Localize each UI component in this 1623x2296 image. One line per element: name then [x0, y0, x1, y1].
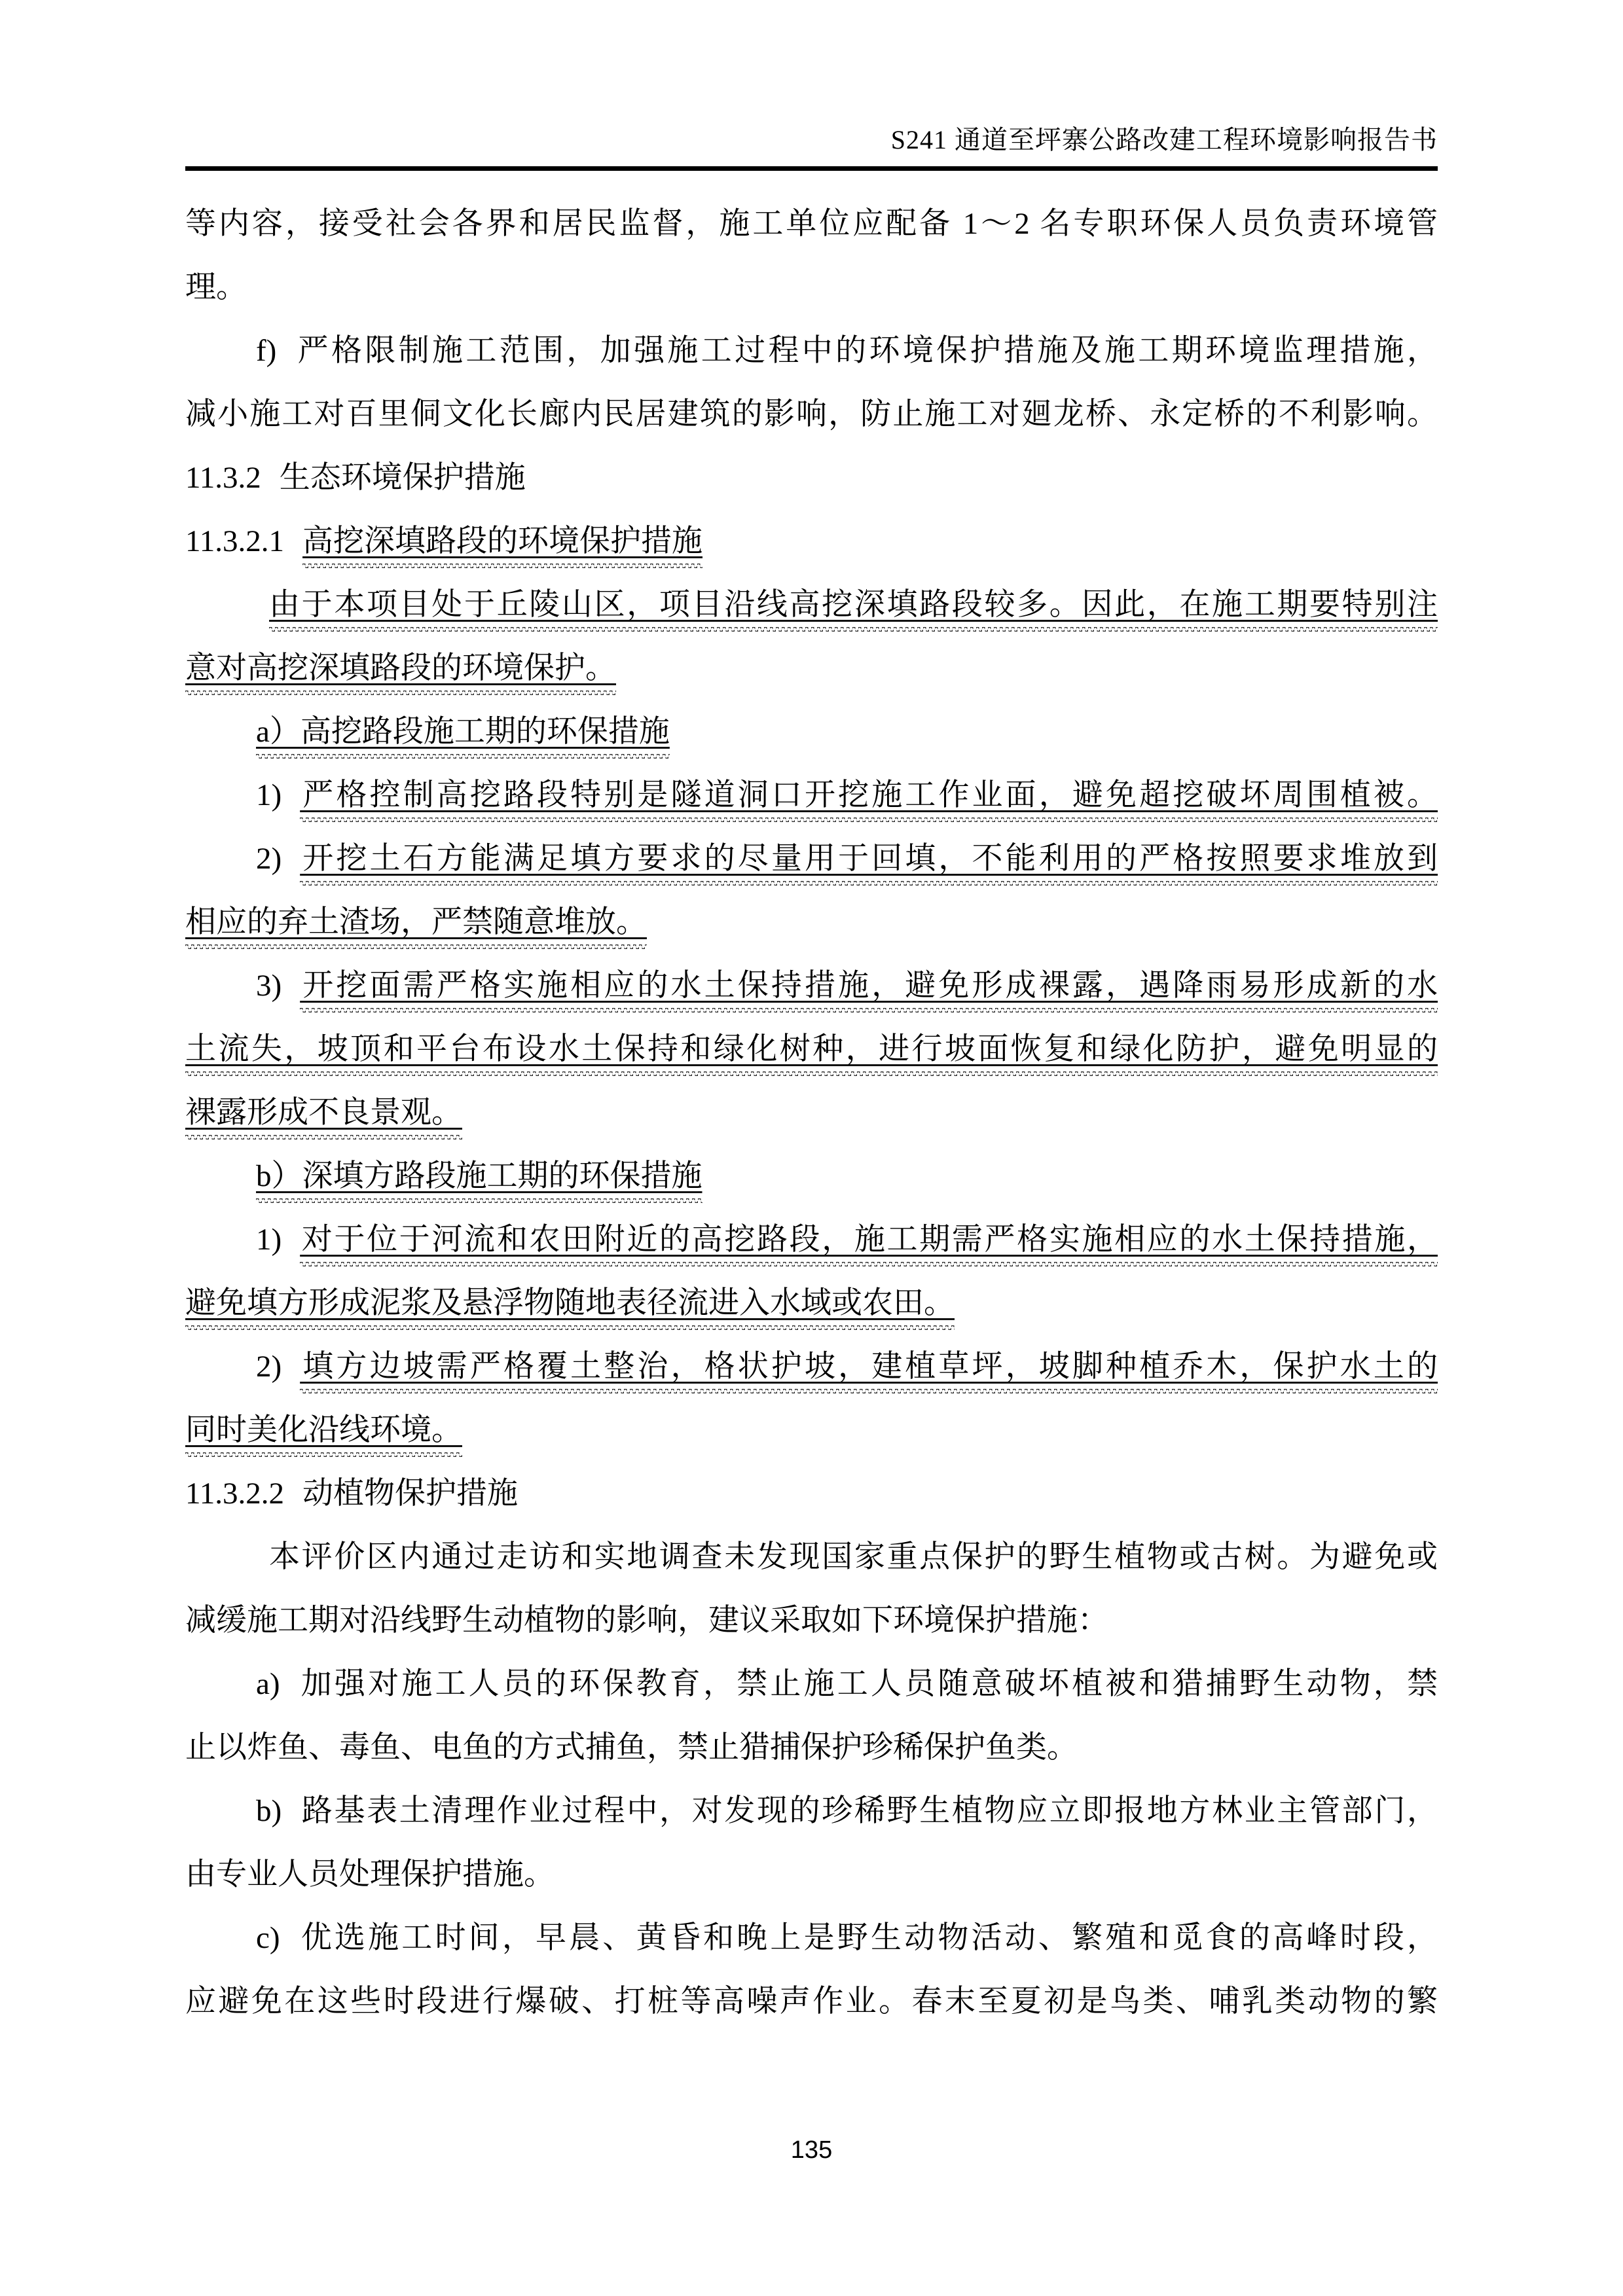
inserted-text: 相应的弃土渣场，严禁随意堆放。	[185, 905, 647, 949]
text-line	[185, 1716, 1438, 1780]
text-line	[185, 827, 1438, 891]
text-segment: 本评价区内通过走访和实地调查未发现国家重点保护的野生植物或古树。为避免或	[269, 1540, 1438, 1574]
inserted-text: 开挖土石方能满足填方要求的尽量用于回填，不能利用的严格按照要求堆放到	[300, 842, 1438, 886]
text-line	[185, 510, 1438, 573]
item-number: 11.3.2.1	[185, 524, 285, 558]
inserted-text: 开挖面需严格实施相应的水土保持措施，避免形成裸露，遇降雨易形成新的水	[300, 969, 1438, 1013]
report-title: S241 通道至坪寨公路改建工程环境影响报告书	[890, 125, 1438, 154]
text-line	[185, 1208, 1438, 1272]
text-segment: 止以炸鱼、毒鱼、电鱼的方式捕鱼，禁止猎捕保护珍稀保护鱼类。	[185, 1731, 1078, 1765]
inserted-text: 严格控制高挖路段特别是隧道洞口开挖施工作业面，避免超挖破坏周围植被。	[300, 778, 1438, 822]
inserted-text: 避免填方形成泥浆及悬浮物随地表径流进入水域或农田。	[185, 1286, 955, 1330]
text-line	[185, 256, 1438, 319]
inserted-text: 填方边坡需严格覆土整治，格状护坡，建植草坪，坡脚种植乔木，保护水土的	[300, 1350, 1438, 1393]
item-number: 3)	[256, 969, 282, 1003]
text-segment: 路基表土清理作业过程中，对发现的珍稀野生植物应立即报地方林业主管部门，	[300, 1794, 1438, 1828]
text-line	[185, 1081, 1438, 1145]
text-line	[185, 1145, 1438, 1208]
text-line	[185, 573, 1438, 637]
item-number: 2)	[256, 842, 282, 876]
inserted-text: 对于位于河流和农田附近的高挖路段，施工期需严格实施相应的水土保持措施，	[300, 1223, 1438, 1266]
text-line	[185, 1970, 1438, 2034]
item-number: a)	[256, 1667, 280, 1701]
text-line	[185, 1462, 1438, 1526]
text-line	[185, 319, 1438, 383]
text-line	[185, 1589, 1438, 1653]
item-number: 11.3.2	[185, 461, 261, 495]
inserted-text: 意对高挖深填路段的环境保护。	[185, 651, 616, 695]
text-segment: 应避免在这些时段进行爆破、打桩等高噪声作业。春末至夏初是鸟类、哺乳类动物的繁	[185, 1984, 1438, 2018]
text-line	[185, 1399, 1438, 1462]
inserted-text: 由于本项目处于丘陵山区，项目沿线高挖深填路段较多。因此，在施工期要特别注	[269, 588, 1438, 632]
text-line	[185, 1653, 1438, 1716]
item-number: 11.3.2.2	[185, 1477, 285, 1511]
inserted-text: 土流失，坡顶和平台布设水土保持和绿化树种，进行坡面恢复和绿化防护，避免明显的	[185, 1032, 1438, 1076]
text-segment: 理。	[185, 270, 247, 304]
text-segment: 严格限制施工范围，加强施工过程中的环境保护措施及施工期环境监理措施，	[295, 334, 1438, 368]
text-line	[185, 637, 1438, 700]
item-number: 1)	[256, 778, 282, 812]
text-line	[185, 1907, 1438, 1970]
header-rule	[185, 166, 1438, 171]
text-line	[185, 891, 1438, 954]
inserted-text: 裸露形成不良景观。	[185, 1096, 462, 1139]
text-segment: 加强对施工人员的环保教育，禁止施工人员随意破坏植被和猎捕野生动物，禁	[298, 1667, 1438, 1701]
text-line	[185, 764, 1438, 827]
item-number: 1)	[256, 1223, 282, 1257]
item-number: f)	[256, 334, 277, 368]
text-line	[185, 954, 1438, 1018]
item-number: 2)	[256, 1350, 282, 1384]
inserted-text: b）深填方路段施工期的环保措施	[256, 1159, 702, 1203]
inserted-text: 高挖深填路段的环境保护措施	[302, 524, 702, 568]
text-segment: 等内容，接受社会各界和居民监督，施工单位应配备 1～2 名专职环保人员负责环境管	[185, 207, 1438, 241]
inserted-text: 同时美化沿线环境。	[185, 1413, 462, 1457]
text-segment: 由专业人员处理保护措施。	[185, 1857, 555, 1892]
text-line	[185, 1018, 1438, 1081]
text-line	[185, 1526, 1438, 1589]
text-line	[185, 383, 1438, 446]
text-segment: 优选施工时间，早晨、黄昏和晚上是野生动物活动、繁殖和觅食的高峰时段，	[298, 1921, 1438, 1955]
text-line	[185, 1272, 1438, 1335]
text-segment: 减小施工对百里侗文化长廊内民居建筑的影响，防止施工对廻龙桥、永定桥的不利影响。	[185, 397, 1438, 431]
document-body	[185, 192, 1438, 2034]
text-line	[185, 700, 1438, 764]
text-line	[185, 1335, 1438, 1399]
text-segment: 生态环境保护措施	[279, 461, 526, 495]
item-number: c)	[256, 1921, 280, 1955]
text-line	[185, 1780, 1438, 1843]
item-number: b)	[256, 1794, 282, 1828]
text-segment: 动植物保护措施	[302, 1477, 519, 1511]
page-number: 135	[790, 2136, 833, 2164]
text-line	[185, 192, 1438, 256]
text-segment: 减缓施工期对沿线野生动植物的影响，建议采取如下环境保护措施：	[185, 1604, 1108, 1638]
inserted-text: a）高挖路段施工期的环保措施	[256, 715, 670, 759]
page-footer	[0, 2135, 1623, 2165]
text-line	[185, 446, 1438, 510]
text-line	[185, 1843, 1438, 1907]
page-header	[185, 0, 1438, 171]
